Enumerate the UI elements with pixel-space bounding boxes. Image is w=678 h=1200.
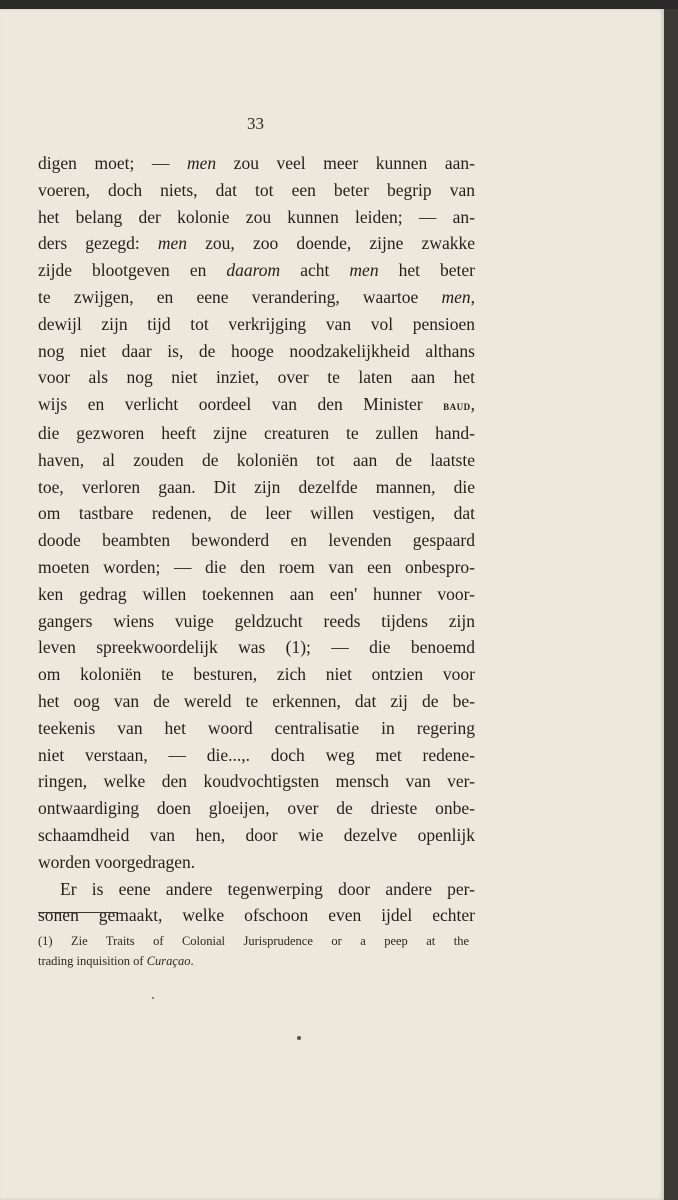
text-line: haven, al zouden de koloniën tot aan de laatste bbox=[38, 449, 475, 470]
text-line: ringen, welke den koudvochtigsten mensch van ver- bbox=[38, 771, 475, 792]
text-line: voeren, doch niets, dat tot een beter begrip van bbox=[38, 179, 475, 200]
text-line: nog niet daar is, de hooge noodzakelijkheid althans bbox=[38, 340, 475, 361]
footnote-divider bbox=[38, 912, 118, 913]
text-line: ontwaardiging doen gloeijen, over de drieste onbe- bbox=[38, 798, 475, 819]
text-line: Er is eene andere tegenwerping door andere per- bbox=[60, 878, 475, 899]
footnote-line: (1) Zie Traits of Colonial Jurisprudence or a peep at the bbox=[38, 934, 469, 948]
text-line: te zwijgen, en eene verandering, waartoe men, bbox=[38, 286, 475, 307]
body-text bbox=[38, 150, 475, 929]
footnote bbox=[38, 931, 469, 971]
text-line: het belang der kolonie zou kunnen leiden; — an- bbox=[38, 206, 475, 227]
text-line: dewijl zijn tijd tot verkrijging van vol pensioen bbox=[38, 313, 475, 334]
text-line: ders gezegd: men zou, zoo doende, zijne zwakke bbox=[38, 233, 475, 254]
text-line: niet verstaan, — die...,. doch weg met redene- bbox=[38, 744, 475, 765]
page-number: 33 bbox=[247, 114, 264, 133]
text-line: digen moet; — men zou veel meer kunnen aan- bbox=[38, 153, 475, 173]
speck bbox=[152, 997, 154, 999]
page-edge bbox=[664, 9, 678, 1200]
text-line: doode beambten bewonderd en levenden gespaard bbox=[38, 530, 475, 551]
text-line: teekenis van het woord centralisatie in regering bbox=[38, 717, 475, 738]
text-line: om tastbare redenen, de leer willen vestigen, dat bbox=[38, 503, 475, 524]
text-line: die gezworen heeft zijne creaturen te zullen hand- bbox=[38, 422, 475, 443]
text-line: worden voorgedragen. bbox=[38, 851, 196, 872]
text-line: sonen gemaakt, welke ofschoon even ijdel echter bbox=[38, 905, 475, 926]
text-line: gangers wiens vuige geldzucht reeds tijdens zijn bbox=[38, 610, 475, 631]
text-line: wijs en verlicht oordeel van den Minister baud, bbox=[38, 394, 475, 415]
text-line: voor als nog niet inziet, over te laten aan het bbox=[38, 367, 475, 388]
text-line: zijde blootgeven en daarom acht men het beter bbox=[38, 260, 475, 281]
text-line: moeten worden; — die den roem van een onbespro- bbox=[38, 556, 475, 577]
text-line: om koloniën te besturen, zich niet ontzien voor bbox=[38, 664, 475, 685]
footnote-line: trading inquisition of Curaçao. bbox=[38, 954, 194, 968]
text-line: schaamdheid van hen, door wie dezelve openlijk bbox=[38, 824, 475, 845]
text-line: het oog van de wereld te erkennen, dat zij de be- bbox=[38, 690, 475, 711]
text-line: toe, verloren gaan. Dit zijn dezelfde mannen, die bbox=[38, 476, 475, 497]
text-line: leven spreekwoordelijk was (1); — die benoemd bbox=[38, 637, 475, 658]
ink-dot bbox=[297, 1036, 301, 1040]
text-line: ken gedrag willen toekennen aan een' hunner voor- bbox=[38, 583, 475, 604]
